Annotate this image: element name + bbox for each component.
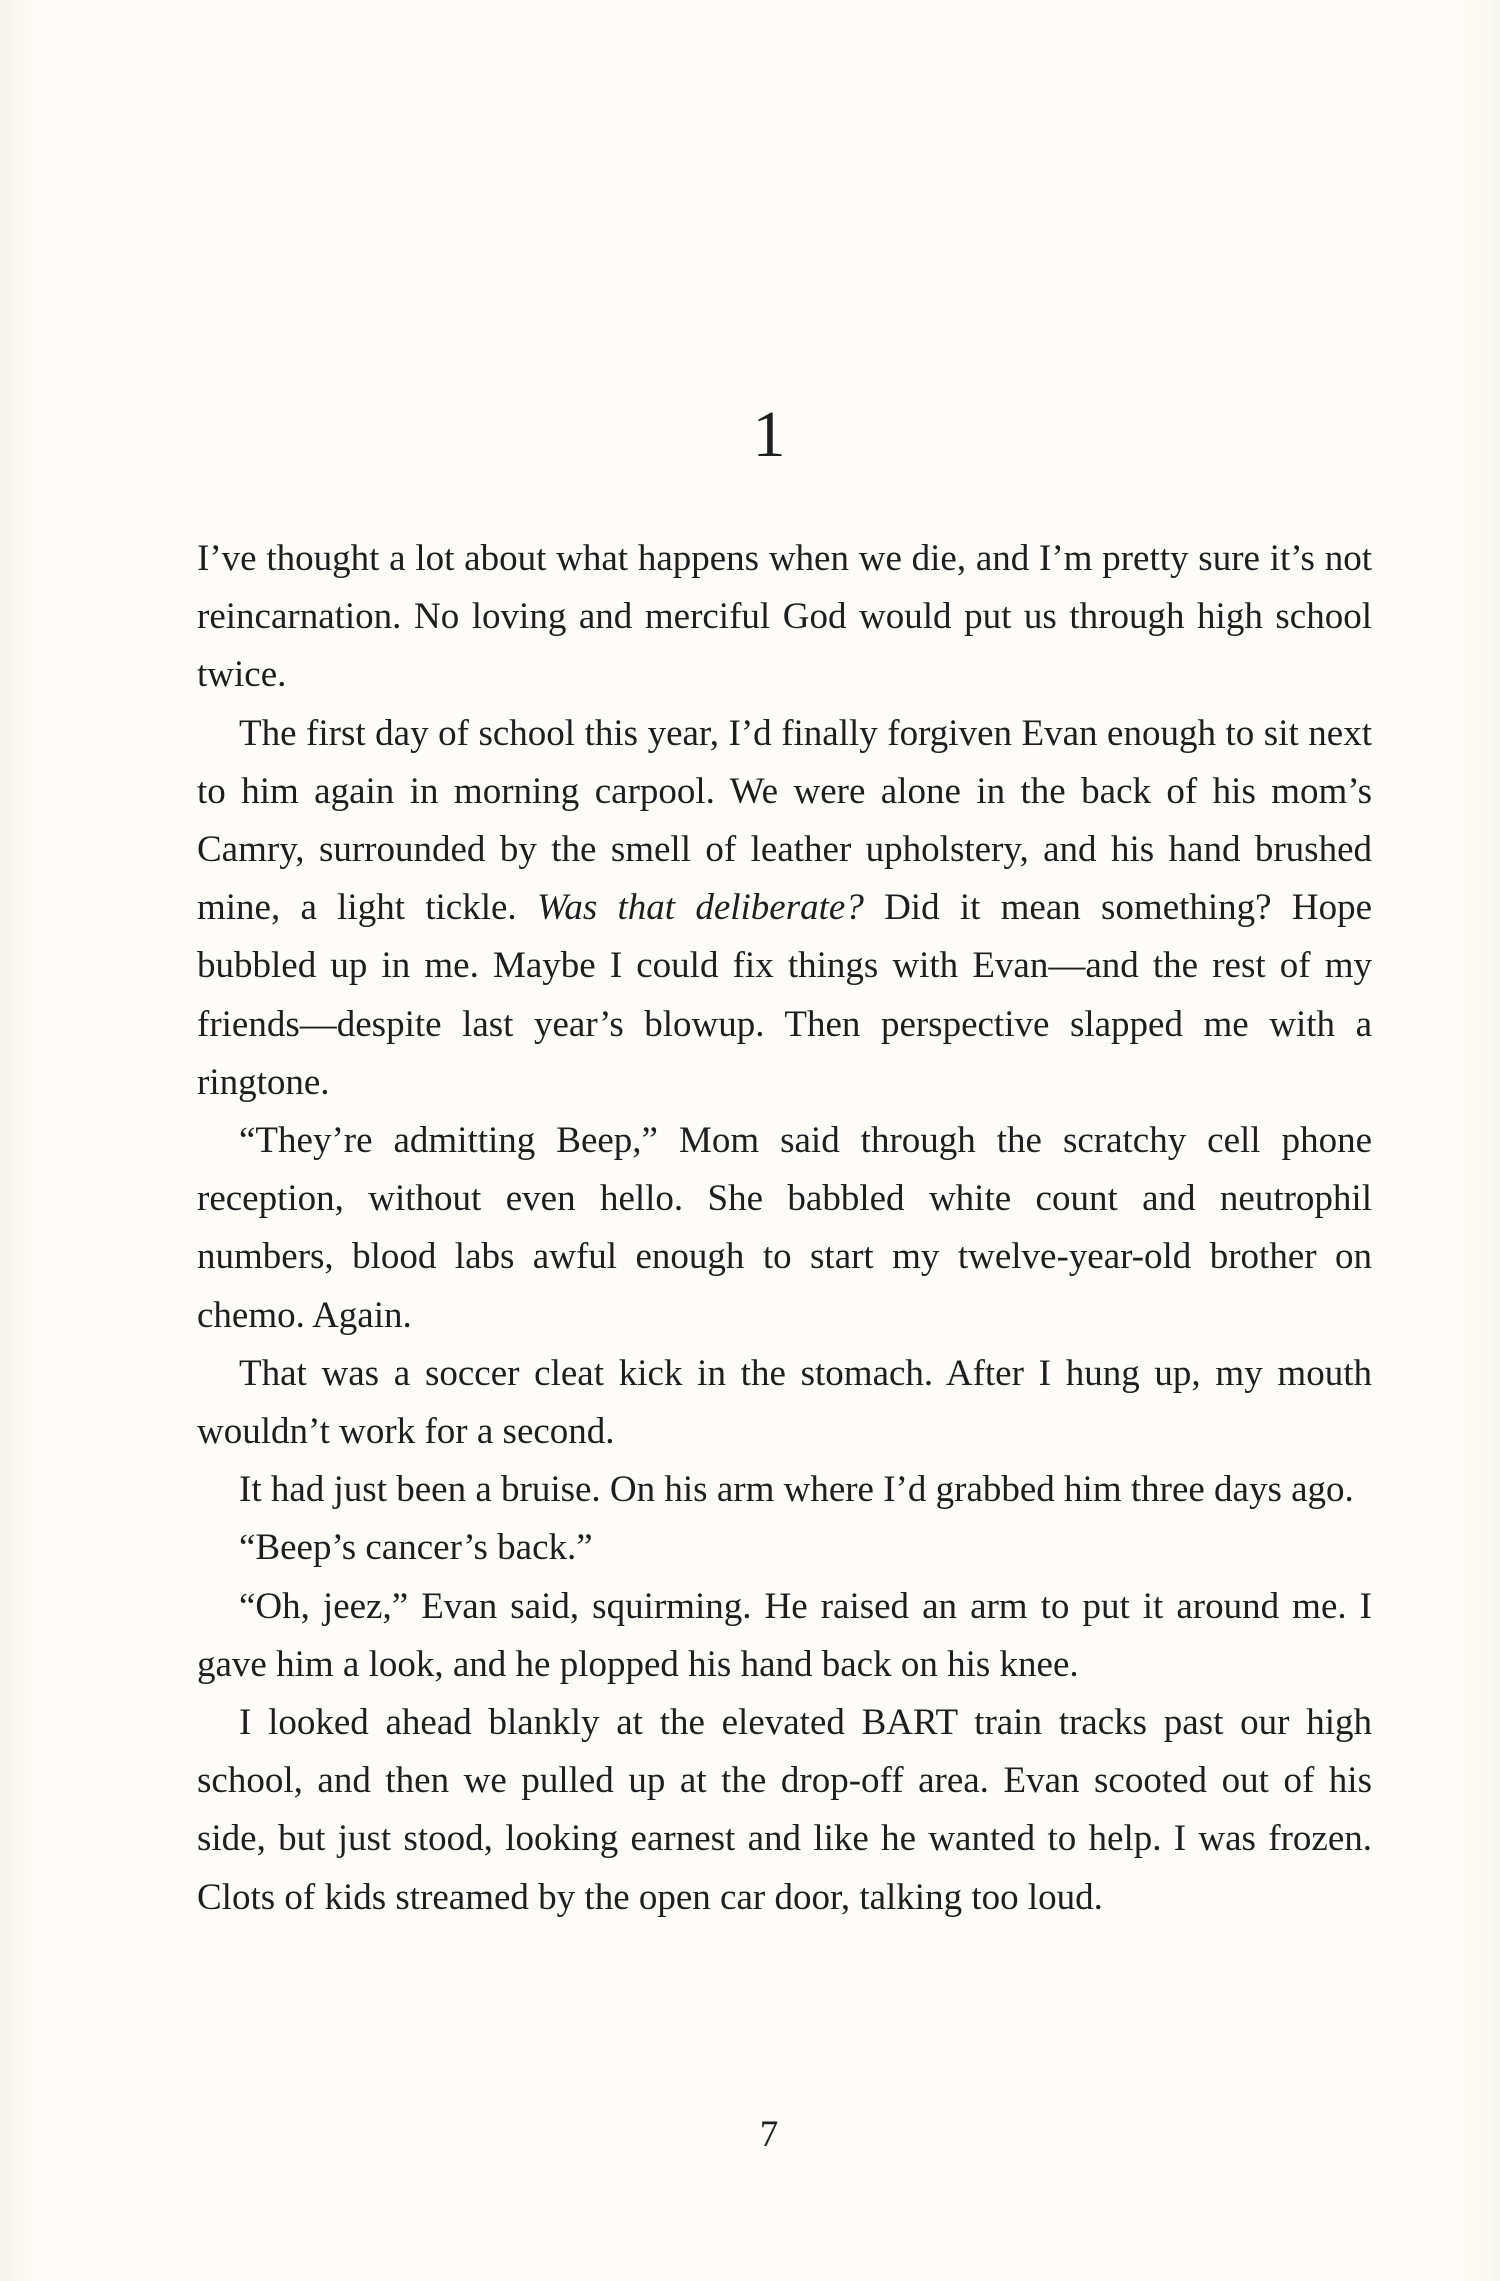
paragraph bbox=[197, 1519, 1372, 1577]
paragraph bbox=[197, 1578, 1372, 1694]
paragraph-text: It had just been a bruise. On his arm where I’d grabbed him three days ago. bbox=[239, 1469, 1354, 1511]
chapter-number: 1 bbox=[752, 398, 786, 471]
paragraph-text: “Oh, jeez,” Evan said, squirming. He raised an arm to put it around me. I gave him a look, and he plopped his hand back on his knee. bbox=[197, 1585, 1372, 1685]
paragraph-text: Did it mean something? Hope bubbled up in me. Maybe I could fix things with Evan—and the rest of my friends—despite last year’s blowup. Then perspective slapped me with a ringtone. bbox=[197, 887, 1372, 1103]
paragraph-text: “They’re admitting Beep,” Mom said through the scratchy cell phone reception, without even hello. She babbled white count and neutrophil numbers, blood labs awful enough to start my twelve-year-old brother on chemo. Again. bbox=[197, 1120, 1372, 1336]
paragraph bbox=[197, 530, 1372, 705]
paragraph bbox=[197, 1694, 1372, 1927]
paragraph bbox=[197, 1461, 1372, 1519]
paragraph bbox=[197, 1112, 1372, 1345]
paragraph-text: I’ve thought a lot about what happens when we die, and I’m pretty sure it’s not reincarnation. No loving and merciful God would put us through high school twice. bbox=[197, 538, 1372, 696]
page-number: 7 bbox=[759, 2114, 779, 2155]
italic-phrase: Was that deliberate? bbox=[536, 887, 864, 929]
paragraph-text: “Beep’s cancer’s back.” bbox=[239, 1527, 593, 1569]
chapter-body bbox=[197, 530, 1372, 1927]
paragraph-text: That was a soccer cleat kick in the stomach. After I hung up, my mouth wouldn’t work for a second. bbox=[197, 1352, 1372, 1453]
paragraph-text: I looked ahead blankly at the elevated BART train tracks past our high school, and then we pulled up at the drop-off area. Evan scooted out of his side, but just stood, looking earnest and like he wanted to help. I was frozen. Clots of kids streamed by the open car door, talking too loud. bbox=[197, 1702, 1372, 1918]
paragraph bbox=[197, 1345, 1372, 1461]
paragraph-text: The first day of school this year, I’d finally forgiven Evan enough to sit next to him again in morning carpool. We were alone in the back of his mom’s Camry, surrounded by the smell of leather upholstery, and his hand brushed mine, a light tickle. bbox=[197, 712, 1372, 929]
paragraph bbox=[197, 705, 1372, 1112]
